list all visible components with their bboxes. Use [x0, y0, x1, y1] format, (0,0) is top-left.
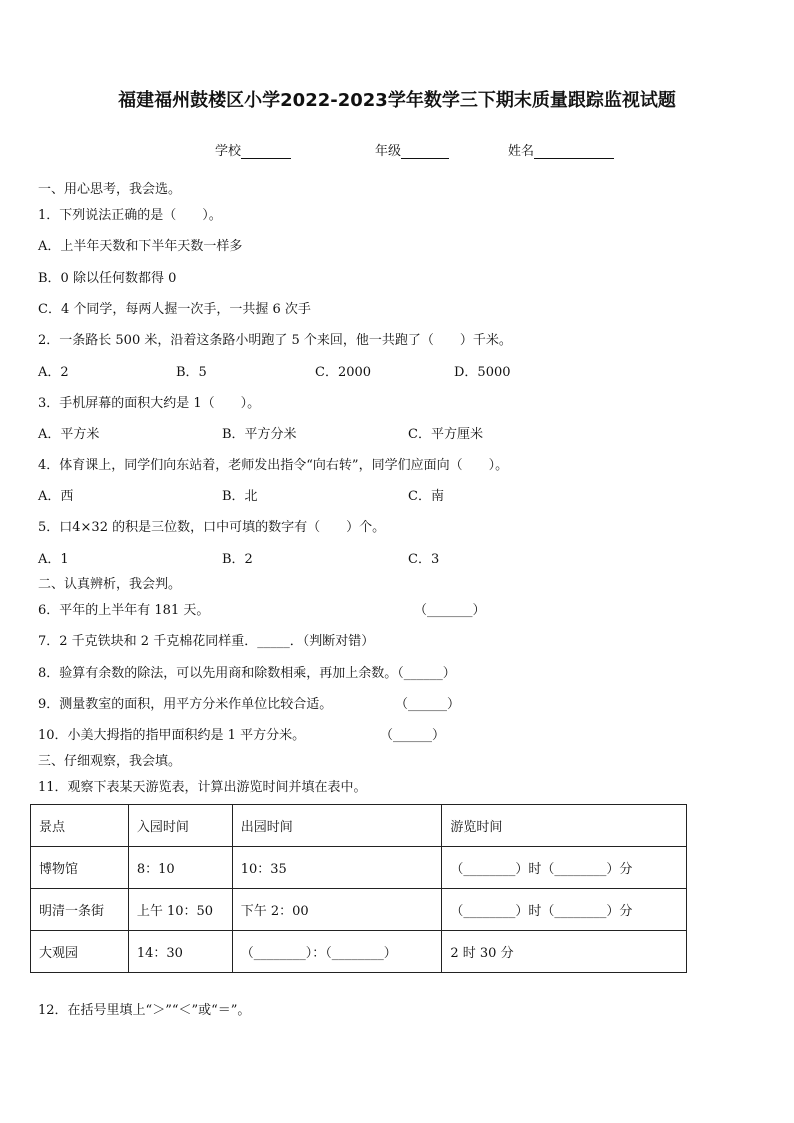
table-cell: （________）时（________）分	[442, 889, 687, 931]
question-3-option-b: B．平方分米	[222, 427, 297, 442]
school-blank	[241, 144, 291, 159]
question-6: 6．平年的上半年有 181 天。	[38, 603, 210, 618]
question-4-option-a: A．西	[38, 489, 74, 504]
table-row	[31, 847, 687, 889]
table-cell: 2 时 30 分	[442, 931, 687, 973]
question-2: 2．一条路长 500 米，沿着这条路小明跑了 5 个来回，他一共跑了（ ）千米。	[38, 333, 512, 348]
table-cell: 14：30	[128, 931, 232, 973]
grade-blank	[401, 144, 449, 159]
header-cell: 出园时间	[232, 805, 442, 847]
question-8: 8．验算有余数的除法，可以先用商和除数相乘，再加上余数。（______）	[38, 666, 456, 681]
header-cell: 游览时间	[442, 805, 687, 847]
name-label: 姓名	[508, 144, 535, 159]
school-field	[215, 140, 291, 159]
question-3-option-a: A．平方米	[38, 427, 100, 442]
header-cell: 景点	[31, 805, 129, 847]
table-cell: 下午 2：00	[232, 889, 442, 931]
section-3-heading: 三、仔细观察，我会填。	[38, 754, 182, 769]
question-2-option-a: A．2	[38, 365, 69, 380]
question-9-answer-blank: （______）	[395, 697, 461, 712]
question-5: 5．口4×32 的积是三位数，口中可填的数字有（ ）个。	[38, 520, 386, 535]
question-3: 3．手机屏幕的面积大约是 1（ ）。	[38, 396, 261, 411]
section-1-heading: 一、用心思考，我会选。	[38, 182, 182, 197]
table-cell: 上午 10：50	[128, 889, 232, 931]
question-4-option-c: C．南	[408, 489, 444, 504]
grade-label: 年级	[375, 144, 402, 159]
table-row	[31, 889, 687, 931]
school-label: 学校	[215, 144, 242, 159]
question-4: 4．体育课上，同学们向东站着，老师发出指令“向右转”，同学们应面向（ ）。	[38, 458, 509, 473]
question-9: 9．测量教室的面积，用平方分米作单位比较合适。	[38, 697, 333, 712]
question-12: 12．在括号里填上“＞”“＜”或“＝”。	[38, 1003, 251, 1018]
tour-time-table	[30, 804, 687, 973]
question-2-option-b: B．5	[176, 365, 207, 380]
question-10-answer-blank: （______）	[380, 728, 446, 743]
question-3-option-c: C．平方厘米	[408, 427, 483, 442]
question-10: 10．小美大拇指的指甲面积约是 1 平方分米。	[38, 728, 306, 743]
grade-field	[375, 140, 449, 159]
table-cell: 8：10	[128, 847, 232, 889]
table-cell: （________）：（________）	[232, 931, 442, 973]
question-7: 7．2 千克铁块和 2 千克棉花同样重．_____．（判断对错）	[38, 634, 375, 649]
question-1-option-b: B．0 除以任何数都得 0	[38, 271, 177, 286]
table-header-row	[31, 805, 687, 847]
table-cell: 大观园	[31, 931, 129, 973]
table-cell: （________）时（________）分	[442, 847, 687, 889]
question-5-option-c: C．3	[408, 552, 440, 567]
exam-title: 福建福州鼓楼区小学2022-2023学年数学三下期末质量跟踪监视试题	[118, 90, 676, 111]
question-6-answer-blank: （_______）	[414, 603, 486, 618]
question-2-option-c: C．2000	[315, 365, 372, 380]
name-blank	[534, 144, 614, 159]
table-cell: 明清一条街	[31, 889, 129, 931]
section-2-heading: 二、认真辨析，我会判。	[38, 577, 182, 592]
question-1-option-c: C．4 个同学，每两人握一次手，一共握 6 次手	[38, 302, 311, 317]
table-row	[31, 931, 687, 973]
question-5-option-a: A．1	[38, 552, 69, 567]
table-cell: 博物馆	[31, 847, 129, 889]
question-2-option-d: D．5000	[454, 365, 511, 380]
question-1-option-a: A．上半年天数和下半年天数一样多	[38, 239, 243, 254]
question-1: 1．下列说法正确的是（ ）。	[38, 208, 222, 223]
table-cell: 10：35	[232, 847, 442, 889]
header-cell: 入园时间	[128, 805, 232, 847]
question-11: 11．观察下表某天游览表，计算出游览时间并填在表中。	[38, 780, 367, 795]
name-field	[508, 140, 614, 159]
question-4-option-b: B．北	[222, 489, 258, 504]
question-5-option-b: B．2	[222, 552, 253, 567]
